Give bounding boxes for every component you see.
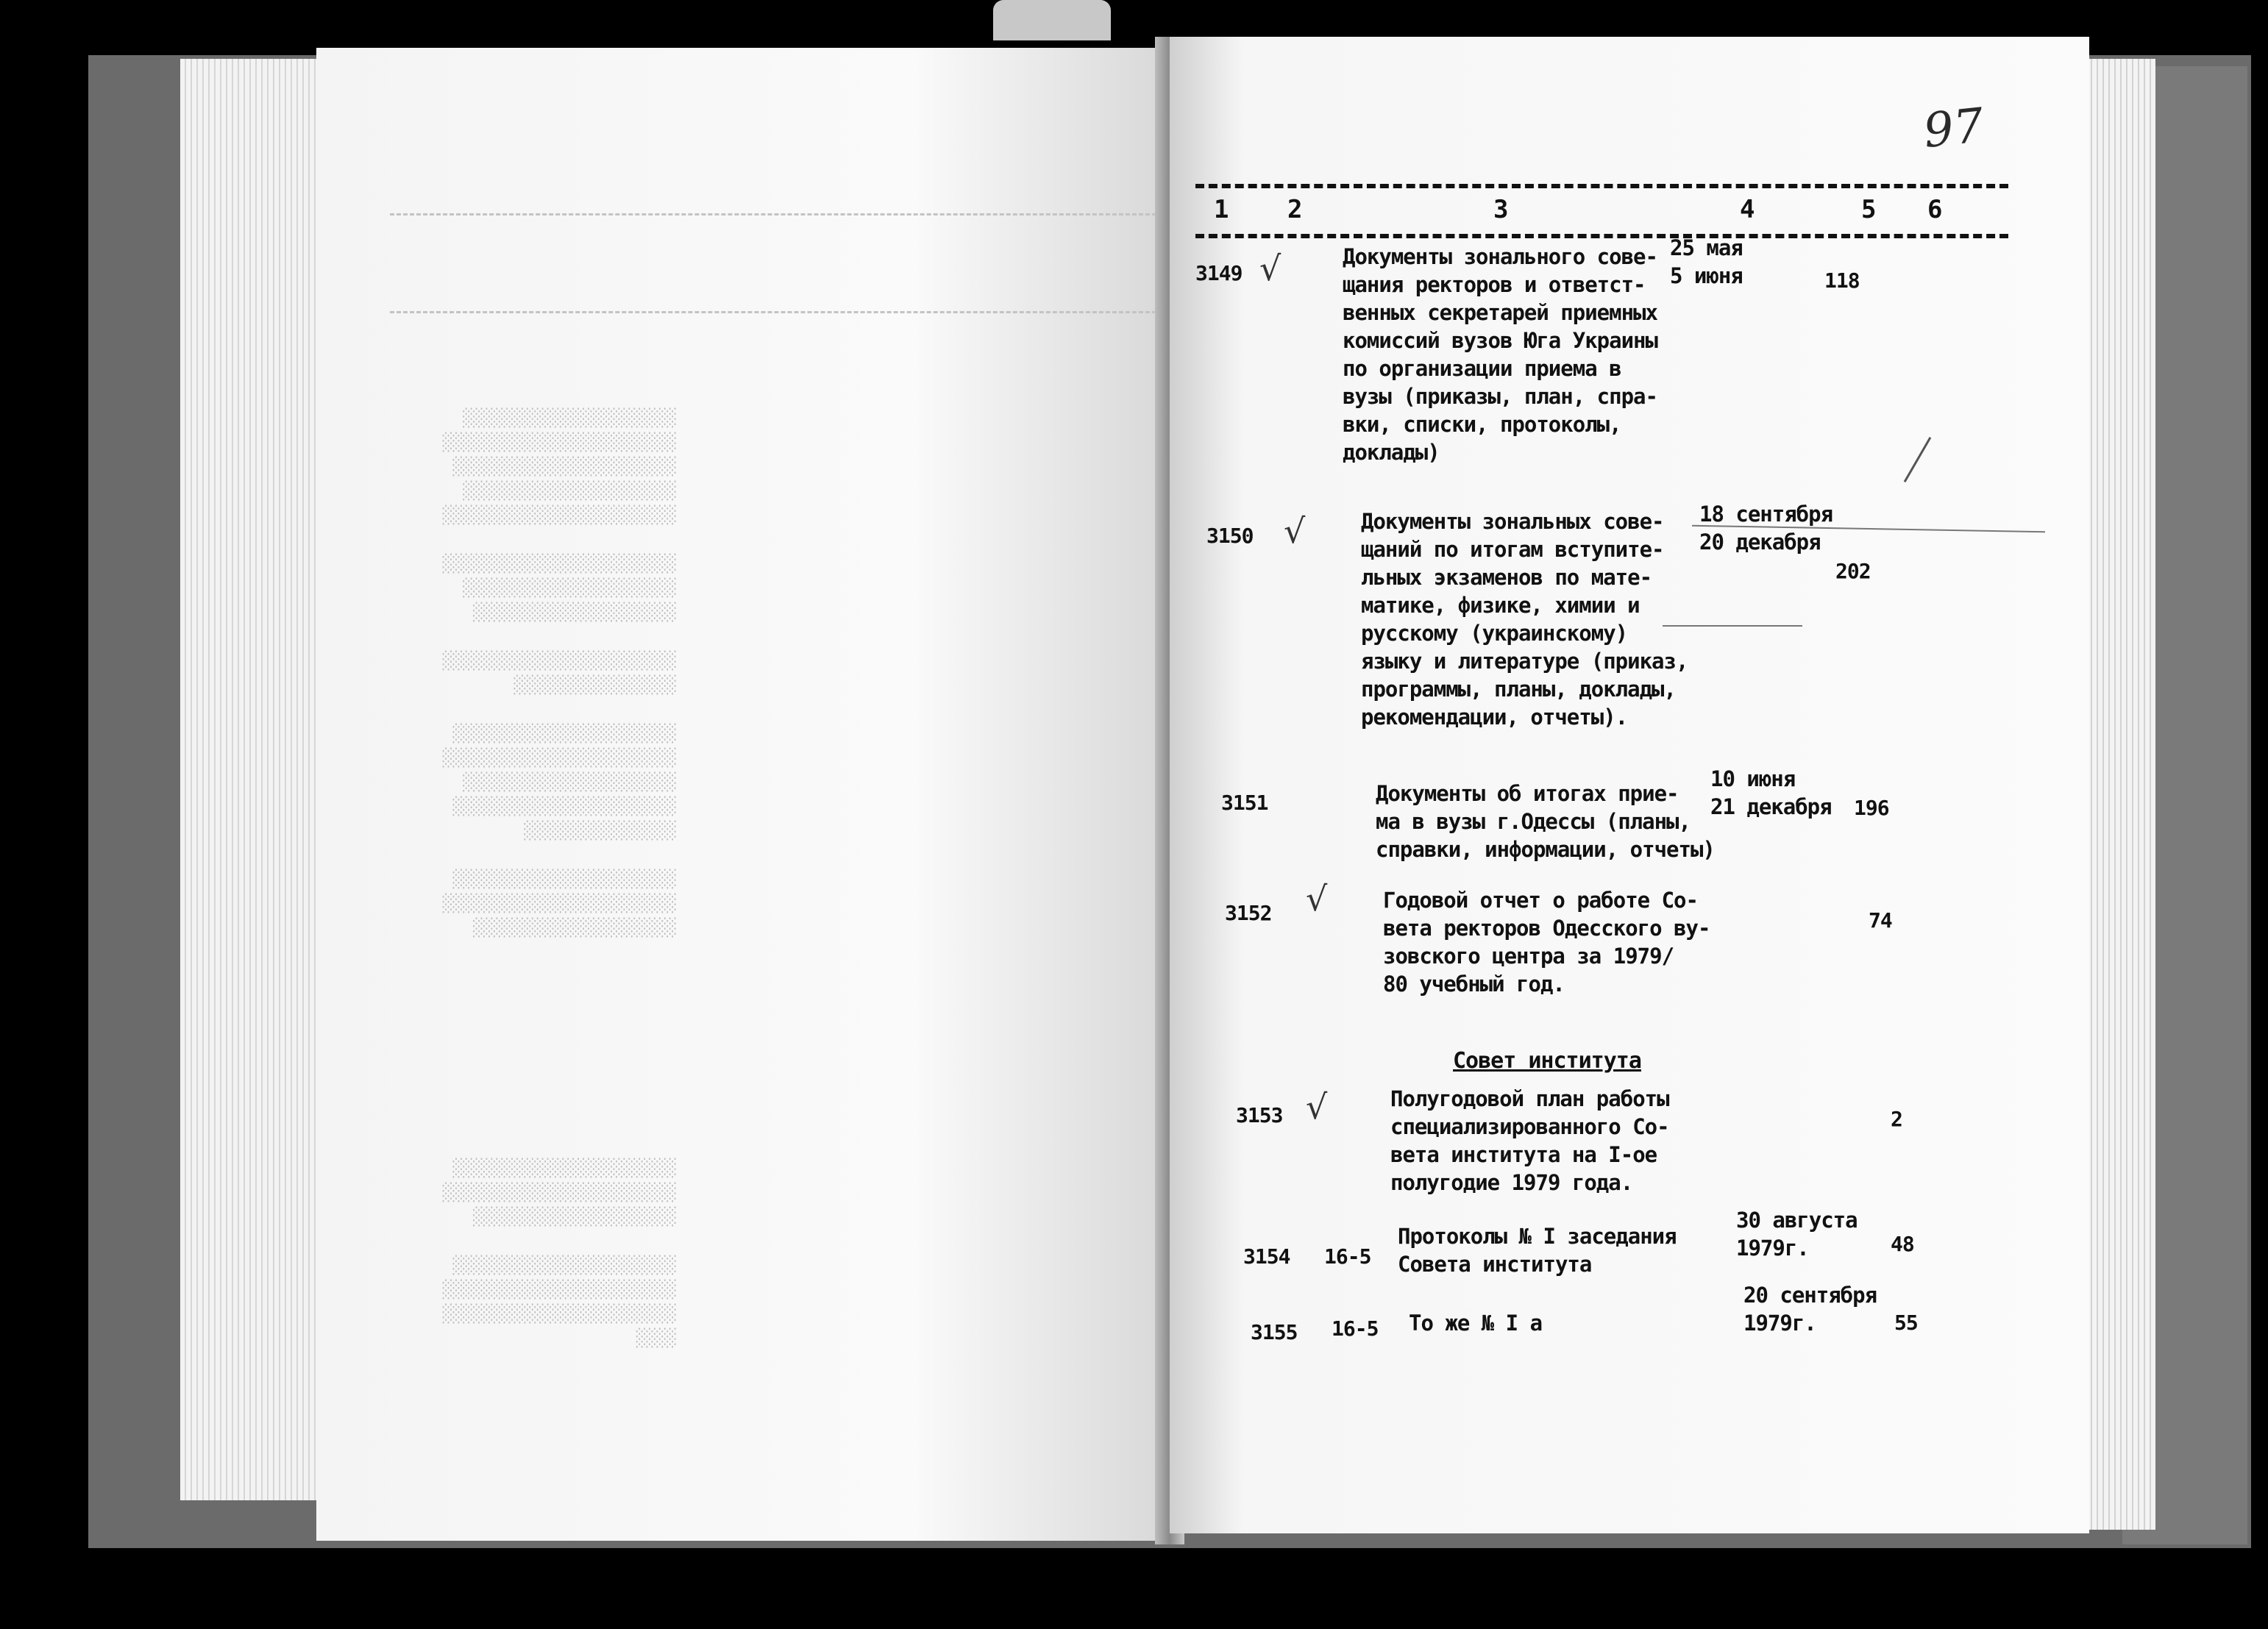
- entry-title-3153: Полугодовой план работы специализированного Со- вета института на I-ое полугодие 1979 года.: [1390, 1086, 1669, 1195]
- column-header-5: 5: [1861, 195, 1877, 224]
- column-header-3: 3: [1493, 195, 1509, 224]
- entry-sheets-3149: 118: [1824, 268, 1860, 293]
- checkmark-icon: √: [1306, 879, 1328, 919]
- entry-title-3152: Годовой отчет о работе Со- вета ректоров Одесского ву- зовского центра за 1979/ 80 учебный год.: [1383, 888, 1710, 997]
- entry-title-3155: То же № I а: [1409, 1311, 1543, 1336]
- entry-sheets-3151: 196: [1854, 796, 1889, 820]
- entry-date-3150: 18 сентября 20 декабря: [1699, 502, 1833, 555]
- entry-title-3150: Документы зональных сове- щаний по итогам вступите- льных экзаменов по мате- матике, физике, химии и русскому (украинскому) языку и литературе (приказ, программы, планы, доклады, рекомендации, отчеты).: [1361, 509, 1688, 730]
- column-header-2: 2: [1287, 195, 1303, 224]
- header-rule-top: [1195, 184, 2008, 188]
- entry-code-3154: 16-5: [1324, 1244, 1371, 1269]
- left-page-ghost-text-lower: ░░░░░░░░░░░░░░░░░░░░░░ ░░░░░░░░░░░░░░░░░░░░░░░ ░░░░░░░░░░░░░░░░░░░░ ░░░░░░░░░░░░░░░░░░░░░░ ░░░░░░░░░░░░░░░░░░░░░░░ ░░░░░░░░░░░░░░░░░░░░░░░ ░░░░: [441, 1159, 676, 1348]
- entry-number-3153: 3153: [1236, 1103, 1283, 1127]
- entry-sheets-3150: 202: [1835, 559, 1871, 583]
- header-rule-bottom: [1195, 234, 2008, 238]
- checkmark-icon: √: [1259, 249, 1281, 288]
- entry-number-3150: 3150: [1206, 524, 1254, 548]
- page-stack-left: [180, 59, 327, 1500]
- entry-date-3155: 20 сентября 1979г.: [1743, 1283, 1877, 1336]
- entry-number-3154: 3154: [1243, 1244, 1290, 1269]
- column-header-1: 1: [1214, 195, 1229, 224]
- page-number: 97: [1921, 98, 1987, 160]
- entry-sheets-3153: 2: [1891, 1107, 1902, 1131]
- column-header-6: 6: [1927, 195, 1943, 224]
- left-page-ghost-header: [390, 213, 1170, 313]
- entry-number-3155: 3155: [1251, 1320, 1298, 1344]
- entry-number-3151: 3151: [1221, 791, 1268, 815]
- binding-clip: [993, 0, 1111, 40]
- checkmark-icon: √: [1306, 1087, 1328, 1127]
- entry-code-3155: 16-5: [1332, 1316, 1379, 1341]
- entry-title-3154: Протоколы № I заседания Совета института: [1398, 1224, 1677, 1277]
- checkmark-icon: √: [1284, 511, 1306, 551]
- entry-sheets-3155: 55: [1894, 1311, 1918, 1335]
- entry-number-3149: 3149: [1195, 261, 1243, 285]
- column-header-4: 4: [1740, 195, 1755, 224]
- entry-title-3151: Документы об итогах прие- ма в вузы г.Одессы (планы, справки, информации, отчеты): [1376, 781, 1715, 862]
- entry-title-3149: Документы зонального сове- щания ректоров и ответст- венных секретарей приемных комиссий вузов Юга Украины по организации приема в вузы (приказы, план, спра- вки, списки, протоколы, доклады): [1343, 244, 1657, 465]
- left-page-ghost-text: ░░░░░░░░░░░░░░░░░░░░░ ░░░░░░░░░░░░░░░░░░░░░░░ ░░░░░░░░░░░░░░░░░░░░░░ ░░░░░░░░░░░░░░░░░░░░░ ░░░░░░░░░░░░░░░░░░░░░░░ ░░░░░░░░░░░░░░░░░░░░░░░ ░░░░░░░░░░░░░░░░░░░░░ ░░░░░░░░░░░░░░░░░░░░ ░░░░░░░░░░░░░░░░░░░░░░░ ░░░░░░░░░░░░░░░░ ░░░░░░░░░░░░░░░░░░░░░░ ░░░░░░░░░░░░░░░░░░░░░░░ ░░░░░░░░░░░░░░░░░░░░░ ░░░░░░░░░░░░░░░░░░░░░░ ░░░░░░░░░░░░░░░ ░░░░░░░░░░░░░░░░░░░░░░ ░░░░░░░░░░░░░░░░░░░░░░░ ░░░░░░░░░░░░░░░░░░░░: [441, 409, 676, 938]
- entry-sheets-3152: 74: [1869, 908, 1892, 933]
- entry-number-3152: 3152: [1225, 901, 1272, 925]
- entry-date-3149: 25 мая 5 июня: [1670, 235, 1743, 288]
- entry-date-3154: 30 августа 1979г.: [1736, 1208, 1858, 1261]
- entry-date-3151: 10 июня 21 декабря: [1710, 766, 1832, 819]
- pencil-rule: [1663, 625, 1802, 627]
- section-heading: Совет института: [1453, 1048, 1641, 1074]
- entry-sheets-3154: 48: [1891, 1232, 1914, 1256]
